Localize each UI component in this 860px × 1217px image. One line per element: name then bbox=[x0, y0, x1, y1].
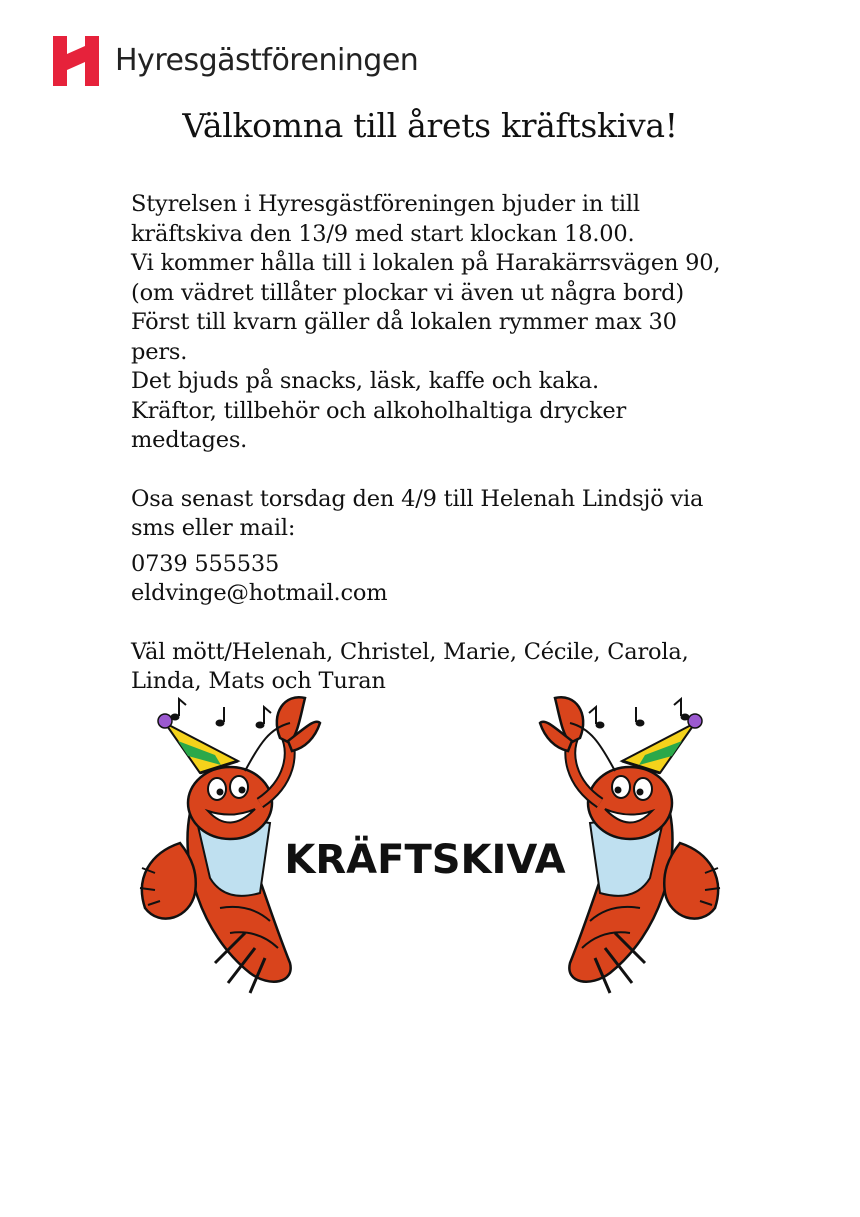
signoff-line: Väl mött/Helenah, Christel, Marie, Cécile, Carola, bbox=[131, 638, 689, 665]
intro-line: Först till kvarn gäller då lokalen rymmer max 30 bbox=[131, 309, 677, 335]
intro-line: Kräftor, tillbehör och alkoholhaltiga drycker bbox=[131, 397, 627, 424]
intro-line: Styrelsen i Hyresgästföreningen bjuder in till bbox=[131, 191, 640, 217]
brand-name: Hyresgästföreningen bbox=[115, 43, 419, 78]
intro-line: Det bjuds på snacks, läsk, kaffe och kaka. bbox=[131, 368, 599, 394]
intro-line: pers. bbox=[131, 338, 188, 365]
rsvp-line: Osa senast torsdag den 4/9 till Helenah Lindsjö via bbox=[131, 485, 704, 512]
intro-line: kräftskiva den 13/9 med start klockan 18.00. bbox=[131, 220, 635, 247]
crayfish-party-illustration bbox=[120, 693, 740, 1003]
crayfish-right-icon bbox=[540, 697, 720, 993]
invitation-body bbox=[131, 190, 791, 697]
brand-logo bbox=[53, 36, 418, 86]
hyresgastforeningen-logo-icon bbox=[53, 36, 99, 86]
rsvp-line: sms eller mail: bbox=[131, 515, 296, 541]
banner-text: KRÄFTSKIVA bbox=[284, 837, 566, 883]
intro-line: Vi kommer hålla till i lokalen på Harakärrsvägen 90, bbox=[131, 250, 721, 276]
page-title: Välkomna till årets kräftskiva! bbox=[182, 106, 678, 145]
intro-line: medtages. bbox=[131, 427, 248, 453]
intro-line: (om vädret tillåter plockar vi även ut några bord) bbox=[131, 279, 684, 306]
contact-email: eldvinge@hotmail.com bbox=[131, 580, 388, 606]
contact-phone: 0739 555535 bbox=[131, 550, 280, 577]
signoff-line: Linda, Mats och Turan bbox=[131, 668, 386, 694]
